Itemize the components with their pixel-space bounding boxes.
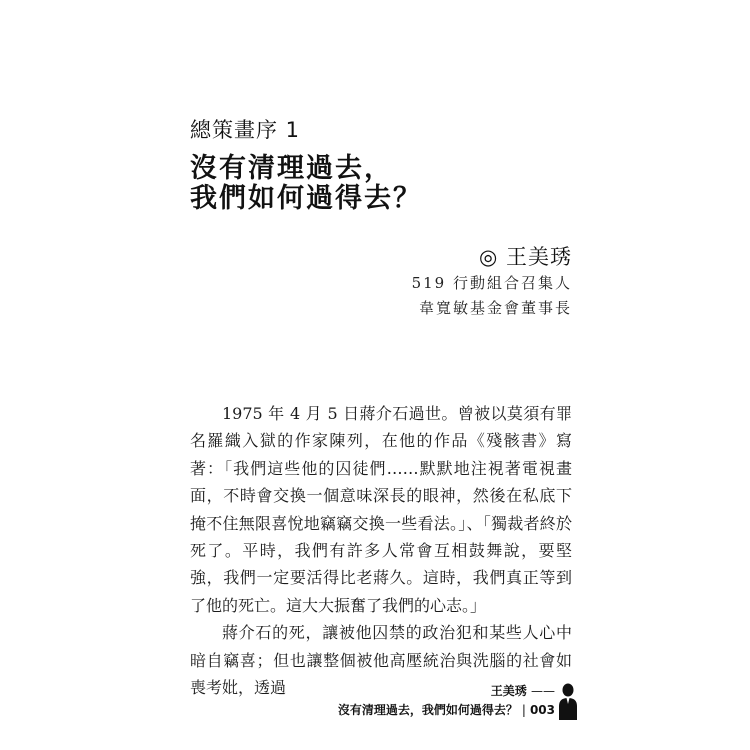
author-name: ◎ 王美琇 [479, 245, 572, 269]
footer-chapter-title: 沒有清理過去，我們如何過得去？ [337, 703, 518, 717]
author-block [412, 243, 572, 321]
chapter-title-line-1: 沒有清理過去， [190, 153, 393, 184]
person-silhouette-icon [556, 682, 580, 720]
footer-separator: | [521, 703, 526, 717]
footer-title-line [338, 701, 555, 720]
running-footer [338, 682, 555, 720]
body-text [190, 400, 572, 701]
author-role: 519 行動組合召集人 [411, 274, 572, 292]
footer-author-line [338, 682, 555, 701]
author-role: 韋寬敏基金會董事長 [418, 299, 572, 317]
page-number: 003 [529, 703, 555, 717]
paragraph: 蔣介石的死，讓被他囚禁的政治犯和某些人心中暗自竊喜；但也讓整個被他高壓統治與洗腦的社會如喪考妣，透過 [190, 623, 572, 698]
paragraph: 1975 年 4 月 5 日蔣介石過世。曾被以莫須有罪名羅織入獄的作家陳列，在他的作品《殘骸書》寫著：「我們這些他的囚徒們……默默地注視著電視畫面，不時會交換一個意味深長的眼神，然後在私底下掩不住無限喜悅地竊竊交換一些看法。」、「獨裁者終於死了。平時，我們有許多人常會互相鼓舞說，要堅強，我們一定要活得比老蔣久。這時，我們真正等到了他的死亡。這大大振奮了我們的心志。」 [190, 404, 572, 615]
series-label: 總策畫序 1 [190, 118, 301, 142]
footer-dash: —— [531, 684, 555, 698]
chapter-title-line-2: 我們如何過得去？ [190, 183, 422, 214]
footer-author: 王美琇 [490, 684, 527, 698]
